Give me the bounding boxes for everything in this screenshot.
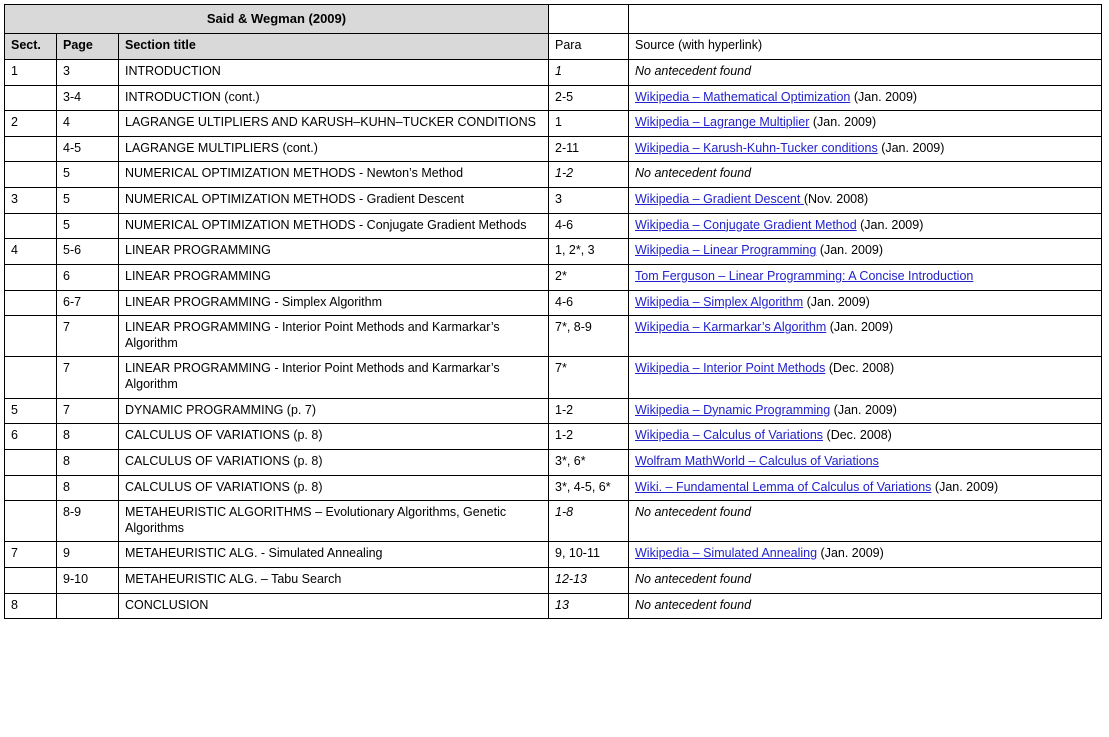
table-row [5, 424, 1102, 450]
table-row [5, 568, 1102, 594]
cell-paragraph: 9, 10-11 [549, 542, 629, 568]
cell-source[interactable] [629, 542, 1102, 568]
cell-source: No antecedent found [629, 501, 1102, 542]
cell-source: No antecedent found [629, 593, 1102, 619]
cell-page: 7 [57, 357, 119, 398]
source-hyperlink[interactable]: Wikipedia – Simulated Annealing [635, 546, 818, 561]
header-group-blank-source [629, 5, 1102, 34]
cell-section-number [5, 162, 57, 188]
cell-section-title: LAGRANGE ULTIPLIERS AND KARUSH–KUHN–TUCKER CONDITIONS [119, 111, 549, 137]
cell-paragraph: 1-2 [549, 398, 629, 424]
header-group-blank-para [549, 5, 629, 34]
table-header [5, 5, 1102, 60]
column-header-sect: Sect. [5, 34, 57, 60]
cell-section-title: METAHEURISTIC ALG. – Tabu Search [119, 568, 549, 594]
cell-section-number: 1 [5, 59, 57, 85]
cell-paragraph: 7* [549, 357, 629, 398]
cell-page [57, 593, 119, 619]
table-header-group-row [5, 5, 1102, 34]
cell-page: 3 [57, 59, 119, 85]
cell-section-number [5, 449, 57, 475]
cell-section-number: 7 [5, 542, 57, 568]
cell-section-title: CONCLUSION [119, 593, 549, 619]
cell-paragraph: 1-2 [549, 424, 629, 450]
cell-page: 5 [57, 213, 119, 239]
cell-section-number: 6 [5, 424, 57, 450]
cell-source[interactable] [629, 264, 1102, 290]
cell-source[interactable] [629, 398, 1102, 424]
source-hyperlink[interactable]: Wolfram MathWorld – Calculus of Variations [635, 453, 879, 468]
column-header-page: Page [57, 34, 119, 60]
cell-paragraph: 1 [549, 111, 629, 137]
table-row [5, 501, 1102, 542]
source-hyperlink[interactable]: Tom Ferguson – Linear Programming: A Concise Introduction [635, 268, 974, 283]
cell-page: 3-4 [57, 85, 119, 111]
cell-source[interactable] [629, 449, 1102, 475]
cell-page: 9-10 [57, 568, 119, 594]
cell-page: 7 [57, 316, 119, 357]
table-row [5, 136, 1102, 162]
cell-section-number [5, 213, 57, 239]
cell-section-title: CALCULUS OF VARIATIONS (p. 8) [119, 449, 549, 475]
table-row [5, 475, 1102, 501]
source-date: (Nov. 2008) [803, 192, 869, 206]
source-hyperlink[interactable]: Wikipedia – Karmarkar’s Algorithm [635, 320, 827, 335]
cell-section-number [5, 316, 57, 357]
cell-section-number [5, 357, 57, 398]
source-date: (Jan. 2009) [877, 140, 945, 155]
source-date: (Jan. 2009) [817, 546, 884, 561]
column-header-para: Para [549, 34, 629, 60]
cell-page: 4 [57, 111, 119, 137]
cell-section-number [5, 264, 57, 290]
cell-page: 4-5 [57, 136, 119, 162]
table-body [5, 59, 1102, 618]
source-hyperlink[interactable]: Wikipedia – Simplex Algorithm [635, 294, 804, 309]
source-date: (Jan. 2009) [850, 89, 918, 104]
source-date: (Jan. 2009) [803, 294, 870, 309]
table-row [5, 398, 1102, 424]
table-row [5, 213, 1102, 239]
cell-section-title: LINEAR PROGRAMMING - Interior Point Methods and Karmarkar’s Algorithm [119, 357, 549, 398]
source-hyperlink[interactable]: Wikipedia – Lagrange Multiplier [635, 115, 810, 130]
cell-section-title: CALCULUS OF VARIATIONS (p. 8) [119, 424, 549, 450]
table-row [5, 264, 1102, 290]
cell-section-number: 8 [5, 593, 57, 619]
cell-source[interactable] [629, 136, 1102, 162]
cell-page: 8 [57, 424, 119, 450]
cell-page: 8 [57, 449, 119, 475]
cell-source: No antecedent found [629, 59, 1102, 85]
cell-paragraph: 3*, 6* [549, 449, 629, 475]
header-group-title: Said & Wegman (2009) [5, 5, 549, 34]
cell-source[interactable] [629, 239, 1102, 265]
cell-page: 5-6 [57, 239, 119, 265]
source-hyperlink[interactable]: Wikipedia – Calculus of Variations [635, 428, 824, 443]
cell-section-title: NUMERICAL OPTIMIZATION METHODS - Conjugate Gradient Methods [119, 213, 549, 239]
cell-source: No antecedent found [629, 162, 1102, 188]
cell-page: 5 [57, 188, 119, 214]
cell-section-number: 5 [5, 398, 57, 424]
source-hyperlink[interactable]: Wikipedia – Gradient Descent [635, 192, 804, 206]
table-row [5, 357, 1102, 398]
cell-section-number: 4 [5, 239, 57, 265]
cell-paragraph: 4-6 [549, 213, 629, 239]
table-row [5, 593, 1102, 619]
source-hyperlink[interactable]: Wikipedia – Karush-Kuhn-Tucker conditions [635, 140, 878, 155]
table-row [5, 162, 1102, 188]
source-date: (Jan. 2009) [830, 402, 897, 417]
cell-paragraph: 1-2 [549, 162, 629, 188]
source-hyperlink[interactable]: Wiki. – Fundamental Lemma of Calculus of Variations [635, 479, 932, 494]
source-date: (Jan. 2009) [826, 320, 893, 335]
cell-section-number [5, 475, 57, 501]
cell-section-title: LINEAR PROGRAMMING [119, 264, 549, 290]
cell-section-number: 3 [5, 188, 57, 214]
cell-section-title: LINEAR PROGRAMMING - Simplex Algorithm [119, 290, 549, 316]
cell-paragraph: 12-13 [549, 568, 629, 594]
cell-section-title: LAGRANGE MULTIPLIERS (cont.) [119, 136, 549, 162]
table-row [5, 85, 1102, 111]
cell-page: 6 [57, 264, 119, 290]
cell-paragraph: 1 [549, 59, 629, 85]
cell-section-title: NUMERICAL OPTIMIZATION METHODS - Gradient Descent [119, 188, 549, 214]
cell-section-title: LINEAR PROGRAMMING [119, 239, 549, 265]
cell-source[interactable] [629, 357, 1102, 398]
table-row [5, 239, 1102, 265]
column-header-section-title: Section title [119, 34, 549, 60]
cell-section-title: LINEAR PROGRAMMING - Interior Point Methods and Karmarkar’s Algorithm [119, 316, 549, 357]
table-row [5, 316, 1102, 357]
source-date: (Jan. 2009) [856, 217, 924, 232]
source-date: (Jan. 2009) [809, 115, 877, 130]
cell-paragraph: 4-6 [549, 290, 629, 316]
cell-source[interactable] [629, 290, 1102, 316]
column-header-source: Source (with hyperlink) [629, 34, 1102, 60]
cell-section-title: INTRODUCTION [119, 59, 549, 85]
cell-section-number: 2 [5, 111, 57, 137]
table-row [5, 59, 1102, 85]
table-row [5, 449, 1102, 475]
cell-source[interactable] [629, 188, 1102, 214]
cell-page: 6-7 [57, 290, 119, 316]
cell-source[interactable] [629, 213, 1102, 239]
table-row [5, 188, 1102, 214]
cell-page: 5 [57, 162, 119, 188]
cell-section-title: INTRODUCTION (cont.) [119, 85, 549, 111]
source-hyperlink[interactable]: Wikipedia – Conjugate Gradient Method [635, 217, 857, 232]
cell-source[interactable] [629, 111, 1102, 137]
cell-page: 8-9 [57, 501, 119, 542]
cell-section-number [5, 85, 57, 111]
table-header-columns-row [5, 34, 1102, 60]
cell-source[interactable] [629, 475, 1102, 501]
cell-section-number [5, 501, 57, 542]
cell-section-title: DYNAMIC PROGRAMMING (p. 7) [119, 398, 549, 424]
cell-section-number [5, 568, 57, 594]
cell-source: No antecedent found [629, 568, 1102, 594]
cell-section-title: NUMERICAL OPTIMIZATION METHODS - Newton’s Method [119, 162, 549, 188]
source-mapping-table [4, 4, 1102, 619]
source-hyperlink[interactable]: Wikipedia – Interior Point Methods [635, 361, 826, 376]
source-hyperlink[interactable]: Wikipedia – Dynamic Programming [635, 402, 831, 417]
cell-page: 9 [57, 542, 119, 568]
cell-source[interactable] [629, 316, 1102, 357]
cell-page: 7 [57, 398, 119, 424]
cell-section-title: METAHEURISTIC ALG. - Simulated Annealing [119, 542, 549, 568]
cell-section-number [5, 136, 57, 162]
source-date: (Jan. 2009) [931, 479, 999, 494]
table-row [5, 290, 1102, 316]
cell-paragraph: 1, 2*, 3 [549, 239, 629, 265]
source-hyperlink[interactable]: Wikipedia – Linear Programming [635, 243, 817, 258]
cell-section-number [5, 290, 57, 316]
table-row [5, 111, 1102, 137]
cell-paragraph: 3*, 4-5, 6* [549, 475, 629, 501]
cell-source[interactable] [629, 424, 1102, 450]
cell-page: 8 [57, 475, 119, 501]
source-date: (Dec. 2008) [825, 361, 895, 376]
source-hyperlink[interactable]: Wikipedia – Mathematical Optimization [635, 89, 851, 104]
source-date: (Jan. 2009) [816, 243, 884, 258]
cell-paragraph: 1-8 [549, 501, 629, 542]
cell-paragraph: 2* [549, 264, 629, 290]
cell-paragraph: 7*, 8-9 [549, 316, 629, 357]
cell-paragraph: 13 [549, 593, 629, 619]
cell-source[interactable] [629, 85, 1102, 111]
cell-section-title: METAHEURISTIC ALGORITHMS – Evolutionary Algorithms, Genetic Algorithms [119, 501, 549, 542]
table-row [5, 542, 1102, 568]
cell-paragraph: 2-5 [549, 85, 629, 111]
cell-section-title: CALCULUS OF VARIATIONS (p. 8) [119, 475, 549, 501]
cell-paragraph: 2-11 [549, 136, 629, 162]
source-date: (Dec. 2008) [823, 428, 892, 443]
cell-paragraph: 3 [549, 188, 629, 214]
